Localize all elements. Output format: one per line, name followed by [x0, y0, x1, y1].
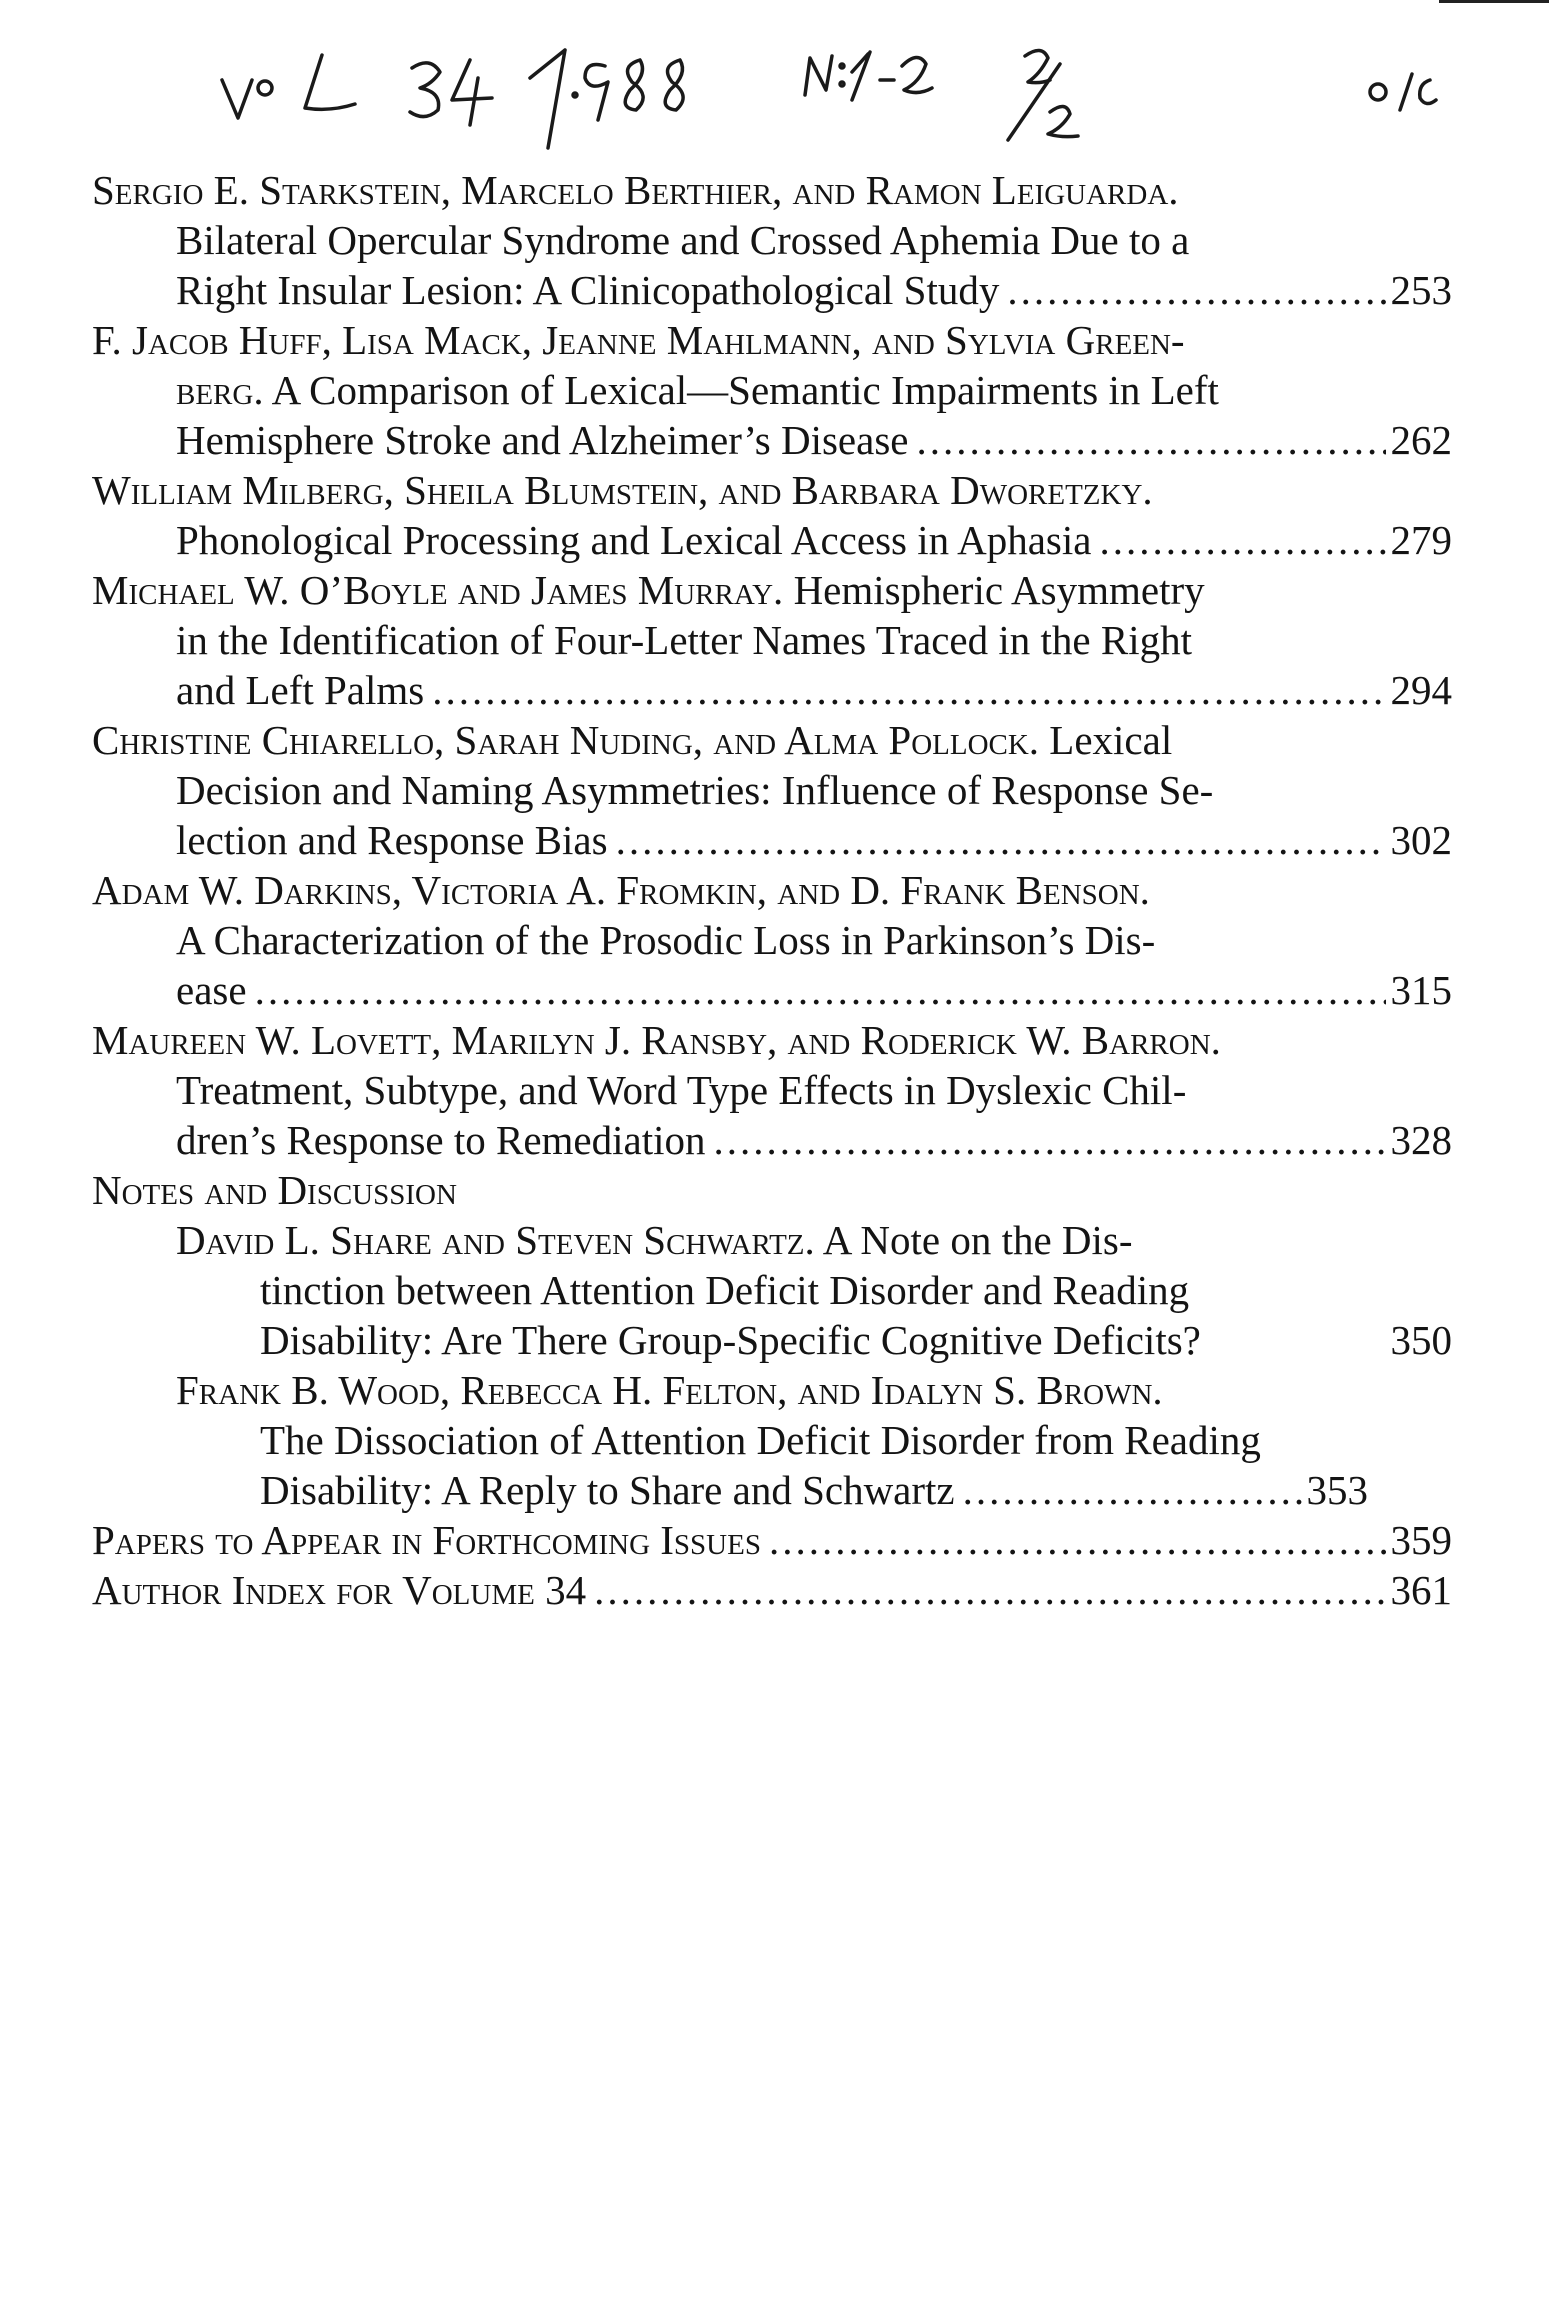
entry-title-line: ease [176, 967, 247, 1013]
entry-title-line: Right Insular Lesion: A Clinicopathological Study [176, 267, 1000, 313]
back-matter-label: Papers to Appear in Forthcoming Issues [92, 1517, 761, 1563]
toc-entry [92, 465, 1452, 565]
page-number: 279 [1390, 517, 1452, 563]
entry-title-line: Lexical [1039, 717, 1173, 763]
toc-entry [92, 715, 1452, 865]
entry-title-line: Decision and Naming Asymmetries: Influence of Response Se- [176, 767, 1214, 813]
page-number: 350 [1390, 1317, 1452, 1363]
entry-authors: William Milberg, Sheila Blumstein, and Barbara Dworetzky. [92, 467, 1153, 513]
dot-leader [1099, 515, 1386, 565]
entry-authors: David L. Share and Steven Schwartz. [176, 1217, 815, 1263]
page-number: 328 [1390, 1117, 1452, 1163]
table-of-contents [92, 165, 1452, 1615]
entry-title-line: A Note on the Dis- [814, 1217, 1133, 1263]
page-number: 361 [1390, 1567, 1452, 1613]
notes-section [92, 1215, 1452, 1515]
dot-leader [769, 1515, 1386, 1565]
entry-authors-continued: berg. [176, 367, 264, 413]
section-heading-notes: Notes and Discussion [92, 1167, 457, 1213]
toc-entry [176, 1215, 1452, 1365]
toc-entry [92, 1015, 1452, 1165]
page-number: 359 [1390, 1517, 1452, 1563]
page-number: 262 [1390, 417, 1452, 463]
page-number: 253 [1390, 267, 1452, 313]
dot-leader [594, 1565, 1386, 1615]
entry-title-line: Disability: Are There Group-Specific Cognitive Deficits? [260, 1317, 1201, 1363]
entry-title-line: in the Identification of Four-Letter Names Traced in the Right [176, 617, 1192, 663]
entry-title-line: Treatment, Subtype, and Word Type Effects in Dyslexic Chil- [176, 1067, 1187, 1113]
entry-authors: F. Jacob Huff, Lisa Mack, Jeanne Mahlmann, and Sylvia Green- [92, 317, 1185, 363]
dot-leader [432, 665, 1386, 715]
toc-entry [92, 165, 1452, 315]
entry-title-line: A Characterization of the Prosodic Loss in Parkinson’s Dis- [176, 917, 1156, 963]
toc-entry [176, 1365, 1452, 1515]
entry-authors: Christine Chiarello, Sarah Nuding, and Alma Pollock. [92, 717, 1040, 763]
entry-title-line: A Comparison of Lexical—Semantic Impairments in Left [263, 367, 1219, 413]
dot-leader [714, 1115, 1387, 1165]
toc-entry-back-matter [92, 1565, 1452, 1615]
toc-entry [92, 865, 1452, 1015]
page-number: 294 [1390, 667, 1452, 713]
entry-title-line: tinction between Attention Deficit Disorder and Reading [260, 1267, 1190, 1313]
entry-authors: Michael W. O’Boyle and James Murray. [92, 567, 784, 613]
entry-authors: Sergio E. Starkstein, Marcelo Berthier, and Ramon Leiguarda. [92, 167, 1179, 213]
entry-title-line: Phonological Processing and Lexical Access in Aphasia [176, 517, 1092, 563]
entry-title-line: dren’s Response to Remediation [176, 1117, 706, 1163]
entry-authors: Frank B. Wood, Rebecca H. Felton, and Idalyn S. Brown. [176, 1367, 1163, 1413]
entry-title-line: Bilateral Opercular Syndrome and Crossed Aphemia Due to a [176, 217, 1190, 263]
entry-authors: Maureen W. Lovett, Marilyn J. Ransby, and Roderick W. Barron. [92, 1017, 1221, 1063]
dot-leader [255, 965, 1386, 1015]
entry-title-line: Disability: A Reply to Share and Schwartz [260, 1467, 955, 1513]
entry-title-line: and Left Palms [176, 667, 425, 713]
dot-leader [616, 815, 1386, 865]
toc-entry [92, 565, 1452, 715]
page-number: 353 [1306, 1467, 1368, 1513]
toc-entry [92, 315, 1452, 465]
page-number: 302 [1390, 817, 1452, 863]
entry-title-line: The Dissociation of Attention Deficit Disorder from Reading [260, 1417, 1261, 1463]
page-number: 315 [1390, 967, 1452, 1013]
toc-entry-back-matter [92, 1515, 1452, 1565]
dot-leader [1007, 265, 1386, 315]
entry-title-line: lection and Response Bias [176, 817, 608, 863]
handwritten-annotation [0, 0, 1549, 170]
entry-authors: Adam W. Darkins, Victoria A. Fromkin, and D. Frank Benson. [92, 867, 1150, 913]
entry-title-line: Hemispheric Asymmetry [783, 567, 1205, 613]
dot-leader [916, 415, 1386, 465]
back-matter-label: Author Index for Volume 34 [92, 1567, 587, 1613]
entry-title-line: Hemisphere Stroke and Alzheimer’s Disease [176, 417, 909, 463]
dot-leader [963, 1465, 1302, 1515]
